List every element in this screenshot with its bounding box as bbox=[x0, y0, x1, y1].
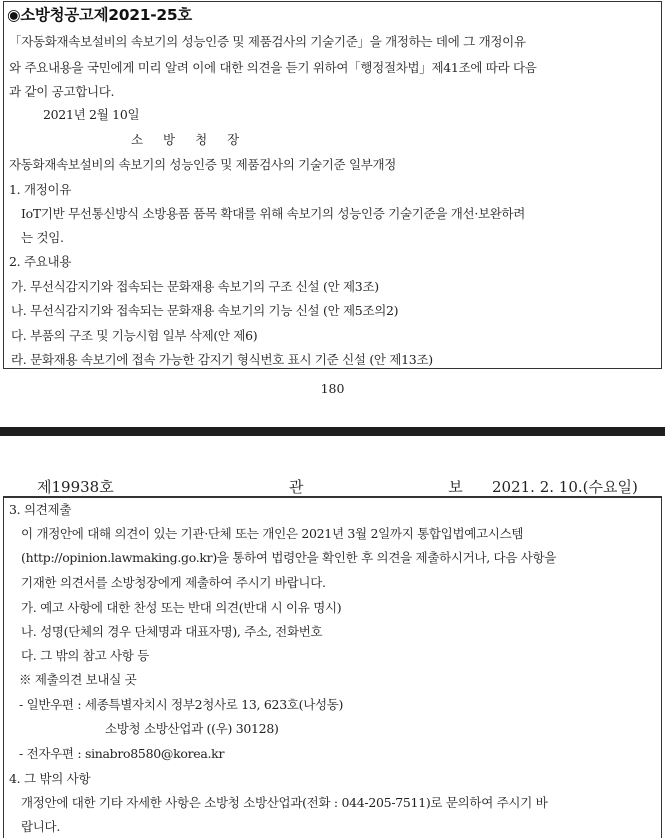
opinion-line: 이 개정안에 대해 의견이 있는 기관·단체 또는 개인은 2021년 3월 2일까지 통합입법예고시스템 bbox=[21, 526, 524, 541]
page-separator bbox=[0, 427, 665, 436]
reason-line: IoT기반 무선통신방식 소방용품 품목 확대를 위해 속보기의 성능인증 기술기준을 개선·보완하려 bbox=[21, 206, 526, 221]
issue-number: 제19938호 bbox=[37, 478, 114, 496]
section-heading: 2. 주요내용 bbox=[9, 254, 72, 269]
notice-title: ◉소방청공고제2021-25호 bbox=[7, 6, 192, 24]
send-to-heading: ※ 제출의견 보내실 곳 bbox=[19, 672, 137, 687]
page-number: 180 bbox=[320, 381, 345, 396]
gazette-title: 관 보 bbox=[289, 478, 533, 496]
opinion-line: 기재한 의견서를 소방청장에게 제출하여 주시기 바랍니다. bbox=[21, 575, 326, 590]
notice-subtitle: 자동화재속보설비의 속보기의 성능인증 및 제품검사의 기술기준 일부개정 bbox=[9, 157, 397, 172]
content-item: 다. 부품의 구조 및 기능시험 일부 삭제(안 제6) bbox=[11, 328, 258, 343]
notice-issuer: 소 방 청 장 bbox=[131, 132, 248, 147]
section-heading: 4. 그 밖의 사항 bbox=[9, 771, 91, 786]
content-item: 나. 무선식감지기와 접속되는 문화재용 속보기의 기능 신설 (안 제5조의2) bbox=[11, 303, 399, 318]
reason-line: 는 것임. bbox=[21, 230, 64, 245]
other-line: 개정안에 대한 기타 자세한 사항은 소방청 소방산업과(전화 : 044-205-7511)로 문의하여 주시기 바 bbox=[21, 795, 548, 810]
email-address: - 전자우편 : sinabro8580@korea.kr bbox=[19, 746, 225, 761]
section-heading: 3. 의견제출 bbox=[9, 502, 72, 517]
intro-line: 와 주요내용을 국민에게 미리 알려 이에 대한 의견을 듣기 위하여「행정절차법」제41조에 따라 다음 bbox=[9, 60, 537, 75]
postal-address: - 일반우편 : 세종특별자치시 정부2청사로 13, 623호(나성동) bbox=[19, 697, 344, 712]
section-heading: 1. 개정이유 bbox=[9, 182, 72, 197]
opinion-line: (http://opinion.lawmaking.go.kr)을 통하여 법령안을 확인한 후 의견을 제출하시거나, 다음 사항을 bbox=[21, 550, 557, 565]
notice-date: 2021년 2월 10일 bbox=[43, 107, 140, 122]
opinion-item: 다. 그 밖의 참고 사항 등 bbox=[21, 648, 150, 663]
intro-line: 과 같이 공고합니다. bbox=[9, 84, 115, 99]
gazette-date: 2021. 2. 10.(수요일) bbox=[492, 478, 638, 496]
opinion-item: 나. 성명(단체의 경우 단체명과 대표자명), 주소, 전화번호 bbox=[21, 624, 323, 639]
other-line: 랍니다. bbox=[21, 819, 60, 834]
content-item: 라. 문화재용 속보기에 접속 가능한 감지기 형식번호 표시 기준 신설 (안 제13조) bbox=[11, 352, 433, 367]
postal-department: 소방청 소방산업과 ((우) 30128) bbox=[105, 721, 279, 736]
opinion-item: 가. 예고 사항에 대한 찬성 또는 반대 의견(반대 시 이유 명시) bbox=[21, 600, 342, 615]
intro-line: 「자동화재속보설비의 속보기의 성능인증 및 제품검사의 기술기준」을 개정하는 데에 그 개정이유 bbox=[9, 34, 526, 49]
content-item: 가. 무선식감지기와 접속되는 문화재용 속보기의 구조 신설 (안 제3조) bbox=[11, 279, 379, 294]
